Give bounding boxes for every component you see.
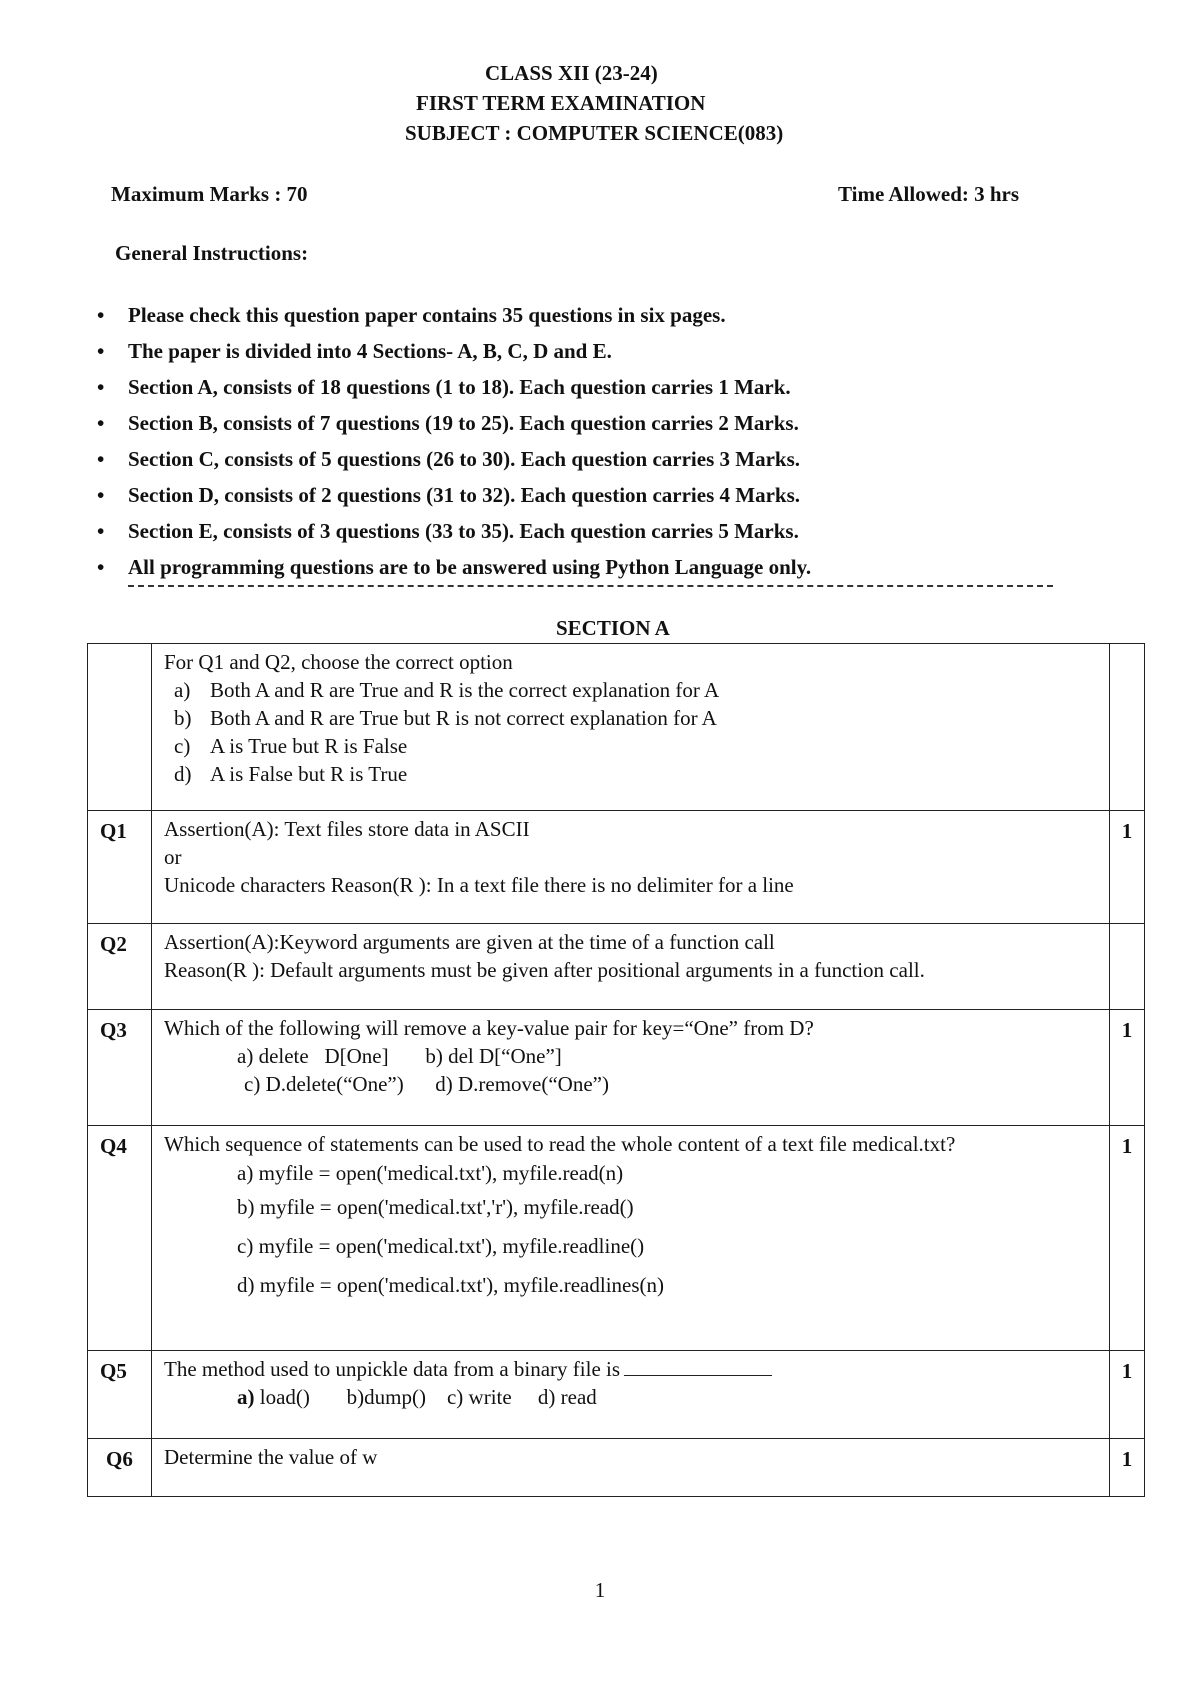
divider [128, 585, 1053, 587]
section-title: SECTION A [556, 616, 670, 640]
option-line: d) myfile = open('medical.txt'), myfile.readlines(n) [237, 1273, 665, 1297]
bullet-icon: • [97, 555, 105, 579]
question-marks: 1 [1110, 1126, 1145, 1351]
answer-blank [624, 1357, 772, 1376]
bullet-icon: • [97, 447, 105, 471]
table-row [88, 1439, 1145, 1497]
instruction-item: • All programming questions are to be answered using Python Language only. [97, 555, 812, 579]
time-allowed: Time Allowed: 3 hrs [838, 182, 1020, 206]
option-line: c) D.delete(“One”) d) D.remove(“One”) [244, 1072, 609, 1096]
option-item: a) Both A and R are True and R is the correct explanation for A [174, 678, 720, 702]
question-number [88, 644, 152, 811]
instruction-item: • Section B, consists of 7 questions (19 to 25). Each question carries 2 Marks. [97, 411, 799, 435]
option-item: c) A is True but R is False [174, 734, 408, 758]
question-marks: 1 [1110, 1439, 1145, 1497]
question-number: Q3 [88, 1010, 152, 1126]
table-row [88, 1126, 1145, 1351]
bullet-icon: • [97, 519, 105, 543]
bullet-icon: • [97, 375, 105, 399]
table-row [88, 811, 1145, 924]
instruction-item: • Section E, consists of 3 questions (33 to 35). Each question carries 5 Marks. [97, 519, 799, 543]
class-title: CLASS XII (23-24) [485, 61, 658, 85]
instruction-item: • Section C, consists of 5 questions (26 to 30). Each question carries 3 Marks. [97, 447, 800, 471]
option-line: c) myfile = open('medical.txt'), myfile.readline() [237, 1234, 645, 1258]
option-line: a) delete D[One] b) del D[“One”] [237, 1044, 562, 1068]
option-line: a) myfile = open('medical.txt'), myfile.read(n) [237, 1161, 624, 1185]
question-number: Q1 [88, 811, 152, 924]
exam-title: FIRST TERM EXAMINATION [416, 91, 706, 115]
question-body: Assertion(A):Keyword arguments are given at the time of a function call Reason(R ): Default arguments must be given after positional arguments in a function call. [152, 924, 1110, 1010]
max-marks: Maximum Marks : 70 [111, 182, 308, 206]
table-row [88, 1351, 1145, 1439]
page-number: 1 [594, 1578, 606, 1602]
question-number: Q6 [88, 1439, 152, 1497]
table-row [88, 644, 1145, 811]
instruction-item: • The paper is divided into 4 Sections- A, B, C, D and E. [97, 339, 612, 363]
question-body: The method used to unpickle data from a binary file is a) load() b)dump() c) write d) read [152, 1351, 1110, 1439]
question-marks [1110, 924, 1145, 1010]
subject-title: SUBJECT : COMPUTER SCIENCE(083) [405, 121, 784, 145]
option-line: b) myfile = open('medical.txt','r'), myfile.read() [237, 1195, 634, 1219]
question-body: Determine the value of w [152, 1439, 1110, 1497]
instructions-heading: General Instructions: [115, 241, 309, 265]
option-line: a) load() b)dump() c) write d) read [237, 1385, 597, 1409]
bullet-icon: • [97, 483, 105, 507]
question-body [152, 644, 1110, 811]
bullet-icon: • [97, 303, 105, 327]
instruction-item: • Please check this question paper contains 35 questions in six pages. [97, 303, 726, 327]
question-marks: 1 [1110, 1010, 1145, 1126]
option-item: d) A is False but R is True [174, 762, 408, 786]
question-marks [1110, 644, 1145, 811]
question-number: Q2 [88, 924, 152, 1010]
bullet-icon: • [97, 339, 105, 363]
question-body: Assertion(A): Text files store data in ASCII or Unicode characters Reason(R ): In a text file there is no delimiter for a line [152, 811, 1110, 924]
question-table [87, 643, 1145, 1497]
question-body: Which of the following will remove a key-value pair for key=“One” from D? a) delete D[One] b) del D[“One”] c) D.delete(“One”) d) D.remove(“One”) [152, 1010, 1110, 1126]
question-marks: 1 [1110, 1351, 1145, 1439]
bullet-icon: • [97, 411, 105, 435]
question-number: Q4 [88, 1126, 152, 1351]
table-row [88, 924, 1145, 1010]
instruction-item: • Section D, consists of 2 questions (31 to 32). Each question carries 4 Marks. [97, 483, 800, 507]
question-body: Which sequence of statements can be used to read the whole content of a text file medical.txt? a) myfile = open('medical.txt'), myfile.read(n) b) myfile = open('medical.txt','r'), myfile.read() c) myfile = open('medical.txt'), myfile.readline() d) myfile = open('medical.txt'), myfile.readlines(n) [152, 1126, 1110, 1351]
question-marks: 1 [1110, 811, 1145, 924]
table-row [88, 1010, 1145, 1126]
question-number: Q5 [88, 1351, 152, 1439]
preamble-text: For Q1 and Q2, choose the correct option [164, 650, 513, 674]
instruction-item: • Section A, consists of 18 questions (1 to 18). Each question carries 1 Mark. [97, 375, 791, 399]
option-item: b) Both A and R are True but R is not correct explanation for A [174, 706, 717, 730]
